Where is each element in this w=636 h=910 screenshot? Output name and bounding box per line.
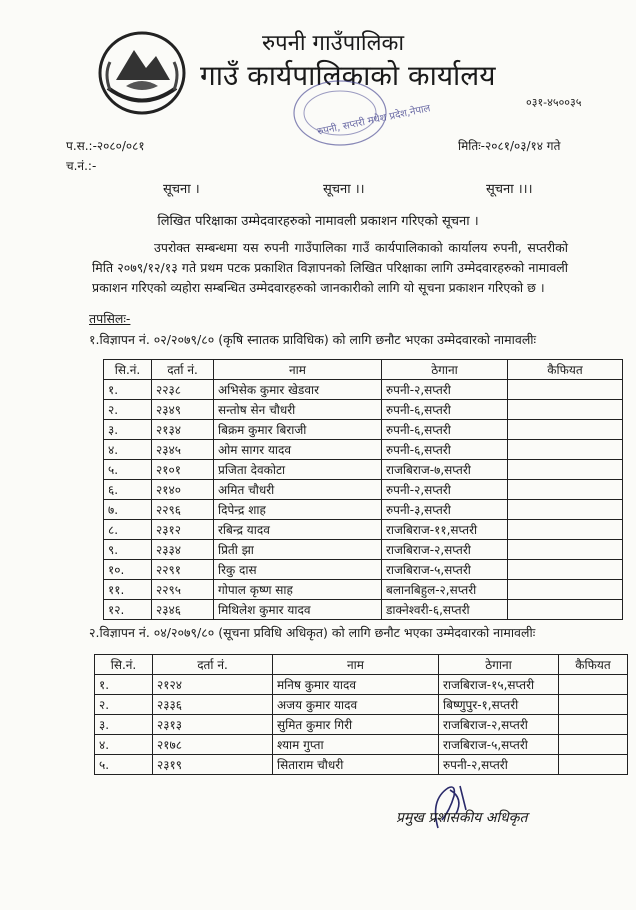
- section2-title: २.विज्ञापन नं. ०४/२०७९/८० (सूचना प्रविधि अधिकृत) को लागि छनौट भएका उम्मेदवारको नामावलीः: [89, 625, 536, 640]
- serial-cell: ५.: [104, 460, 152, 480]
- stamp-text: रुपनी, सप्तरी मधेश प्रदेश,नेपाल: [316, 103, 432, 138]
- table-row: [95, 675, 628, 695]
- serial-cell: ९.: [104, 540, 152, 560]
- table-header-row: [95, 655, 628, 675]
- address-cell: बलानबिहुल-२,सप्तरी: [382, 580, 508, 600]
- reg-no-cell: २३३४: [152, 540, 214, 560]
- reg-no-cell: २२९६: [152, 500, 214, 520]
- col-address: ठेगाना: [439, 655, 559, 675]
- municipality-name: रुपनी गाउँपालिका: [262, 31, 405, 56]
- name-cell: रबिन्द्र यादव: [214, 520, 382, 540]
- address-cell: राजबिराज-७,सप्तरी: [382, 460, 508, 480]
- address-cell: डाक्नेश्वरी-६,सप्तरी: [382, 600, 508, 620]
- address-cell: रुपनी-६,सप्तरी: [382, 400, 508, 420]
- reg-no-cell: २३१२: [152, 520, 214, 540]
- name-cell: गोपाल कृष्ण साह: [214, 580, 382, 600]
- table-row: [95, 715, 628, 735]
- table-row: [104, 540, 623, 560]
- address-cell: रुपनी-२,सप्तरी: [382, 380, 508, 400]
- table-row: [104, 580, 623, 600]
- col-reg-no: दर्ता नं.: [153, 655, 273, 675]
- remarks-cell: [508, 380, 623, 400]
- col-address: ठेगाना: [382, 360, 508, 380]
- name-cell: बिक्रम कुमार बिराजी: [214, 420, 382, 440]
- name-cell: श्याम गुप्ता: [273, 735, 439, 755]
- table-row: [104, 420, 623, 440]
- notice-heading-3: सूचना ।।।: [486, 182, 533, 197]
- serial-cell: १०.: [104, 560, 152, 580]
- table-row: [95, 755, 628, 775]
- address-cell: राजबिराज-२,सप्तरी: [439, 715, 559, 735]
- name-cell: अमित चौधरी: [214, 480, 382, 500]
- table-row: [104, 480, 623, 500]
- reference-number: प.स.:-२०८०/०८१: [66, 139, 145, 153]
- address-cell: रुपनी-२,सप्तरी: [439, 755, 559, 775]
- table-row: [104, 400, 623, 420]
- address-cell: राजबिराज-२,सप्तरी: [382, 540, 508, 560]
- remarks-cell: [559, 695, 628, 715]
- serial-cell: ११.: [104, 580, 152, 600]
- col-serial: सि.नं.: [95, 655, 153, 675]
- remarks-cell: [508, 400, 623, 420]
- remarks-cell: [559, 715, 628, 735]
- col-serial: सि.नं.: [104, 360, 152, 380]
- name-cell: ओम सागर यादव: [214, 440, 382, 460]
- remarks-cell: [508, 540, 623, 560]
- remarks-cell: [508, 500, 623, 520]
- reg-no-cell: २३३६: [153, 695, 273, 715]
- notice-heading-1: सूचना ।: [163, 182, 200, 197]
- reg-no-cell: २३१९: [153, 755, 273, 775]
- table-row: [104, 440, 623, 460]
- reg-no-cell: २१३४: [152, 420, 214, 440]
- reg-no-cell: २३१३: [153, 715, 273, 735]
- serial-cell: १.: [104, 380, 152, 400]
- serial-cell: ७.: [104, 500, 152, 520]
- col-name: नाम: [214, 360, 382, 380]
- serial-cell: ४.: [104, 440, 152, 460]
- serial-cell: ८.: [104, 520, 152, 540]
- serial-cell: ५.: [95, 755, 153, 775]
- col-name: नाम: [273, 655, 439, 675]
- remarks-cell: [559, 675, 628, 695]
- subject-line: लिखित परिक्षाका उम्मेदवारहरुको नामावली प्रकाशन गरिएको सूचना ।: [157, 214, 479, 229]
- reg-no-cell: २३४९: [152, 400, 214, 420]
- table-row: [104, 560, 623, 580]
- remarks-cell: [508, 560, 623, 580]
- table-row: [104, 500, 623, 520]
- serial-cell: १२.: [104, 600, 152, 620]
- address-cell: राजबिराज-११,सप्तरी: [382, 520, 508, 540]
- table-row: [104, 460, 623, 480]
- address-cell: रुपनी-६,सप्तरी: [382, 420, 508, 440]
- section1-title: १.विज्ञापन नं. ०२/२०७९/८० (कृषि स्नातक प्राविधिक) को लागि छनौट भएका उम्मेदवारको नामावलीः: [89, 332, 537, 347]
- name-cell: प्रजिता देवकोटा: [214, 460, 382, 480]
- table-row: [104, 520, 623, 540]
- reg-no-cell: २२९५: [152, 580, 214, 600]
- name-cell: सन्तोष सेन चौधरी: [214, 400, 382, 420]
- nepal-emblem-logo: [96, 28, 188, 118]
- table-row: [104, 600, 623, 620]
- dispatch-number: च.नं.:-: [66, 159, 97, 173]
- address-cell: रुपनी-३,सप्तरी: [382, 500, 508, 520]
- address-cell: राजबिराज-५,सप्तरी: [382, 560, 508, 580]
- notice-heading-2: सूचना ।।: [323, 182, 365, 197]
- remarks-cell: [508, 420, 623, 440]
- reg-no-cell: २१०१: [152, 460, 214, 480]
- name-cell: रिकु दास: [214, 560, 382, 580]
- serial-cell: ६.: [104, 480, 152, 500]
- remarks-cell: [559, 755, 628, 775]
- candidates-table-2: [94, 654, 628, 775]
- col-reg-no: दर्ता नं.: [152, 360, 214, 380]
- address-cell: रुपनी-६,सप्तरी: [382, 440, 508, 460]
- col-remarks: कैफियत: [508, 360, 623, 380]
- reg-no-cell: २१४०: [152, 480, 214, 500]
- name-cell: प्रिती झा: [214, 540, 382, 560]
- serial-cell: ४.: [95, 735, 153, 755]
- address-cell: बिष्णुपुर-१,सप्तरी: [439, 695, 559, 715]
- reg-no-cell: २१७८: [153, 735, 273, 755]
- name-cell: अभिसेक कुमार खेडवार: [214, 380, 382, 400]
- remarks-cell: [508, 520, 623, 540]
- reg-no-cell: २१२४: [153, 675, 273, 695]
- reg-no-cell: २३४५: [152, 440, 214, 460]
- table-row: [95, 735, 628, 755]
- name-cell: मनिष कुमार यादव: [273, 675, 439, 695]
- remarks-cell: [508, 480, 623, 500]
- reg-no-cell: २२३८: [152, 380, 214, 400]
- details-label: तपसिलः-: [89, 311, 131, 326]
- address-cell: राजबिराज-५,सप्तरी: [439, 735, 559, 755]
- serial-cell: ३.: [95, 715, 153, 735]
- address-cell: रुपनी-२,सप्तरी: [382, 480, 508, 500]
- body-paragraph: [92, 238, 568, 298]
- signatory-title: प्रमुख प्रशासकीय अधिकृत: [396, 810, 528, 826]
- body-text: उपरोक्त सम्बन्धमा यस रुपनी गाउँपालिका गाउँ कार्यपालिकाको कार्यालय रुपनी, सप्तरीको मिति २०७९/१२/१३ गते प्रथम पटक प्रकाशित विज्ञापनको लिखित परिक्षाका लागि उम्मेदवारहरुको नामावली प्रकाशन गरिएको व्यहोरा सम्बन्धित उम्मेदवारहरुको जानकारीको लागि यो सूचना प्रकाशन गरिएको छ ।: [92, 240, 568, 295]
- address-cell: राजबिराज-१५,सप्तरी: [439, 675, 559, 695]
- remarks-cell: [559, 735, 628, 755]
- serial-cell: ३.: [104, 420, 152, 440]
- remarks-cell: [508, 600, 623, 620]
- name-cell: मिथिलेश कुमार यादव: [214, 600, 382, 620]
- candidates-table-1: [103, 359, 623, 620]
- serial-cell: २.: [95, 695, 153, 715]
- col-remarks: कैफियत: [559, 655, 628, 675]
- name-cell: अजय कुमार यादव: [273, 695, 439, 715]
- remarks-cell: [508, 440, 623, 460]
- table-header-row: [104, 360, 623, 380]
- name-cell: सुमित कुमार गिरी: [273, 715, 439, 735]
- date: मितिः-२०८१/०३/१४ गते: [458, 139, 561, 153]
- office-name: गाउँ कार्यपालिकाको कार्यालय: [200, 59, 496, 92]
- reg-no-cell: २३४६: [152, 600, 214, 620]
- name-cell: दिपेन्द्र शाह: [214, 500, 382, 520]
- name-cell: सिताराम चौधरी: [273, 755, 439, 775]
- serial-cell: २.: [104, 400, 152, 420]
- phone-number: ०३१-४५००३५: [526, 96, 582, 109]
- reg-no-cell: २२९१: [152, 560, 214, 580]
- serial-cell: १.: [95, 675, 153, 695]
- table-row: [104, 380, 623, 400]
- remarks-cell: [508, 460, 623, 480]
- table-row: [95, 695, 628, 715]
- remarks-cell: [508, 580, 623, 600]
